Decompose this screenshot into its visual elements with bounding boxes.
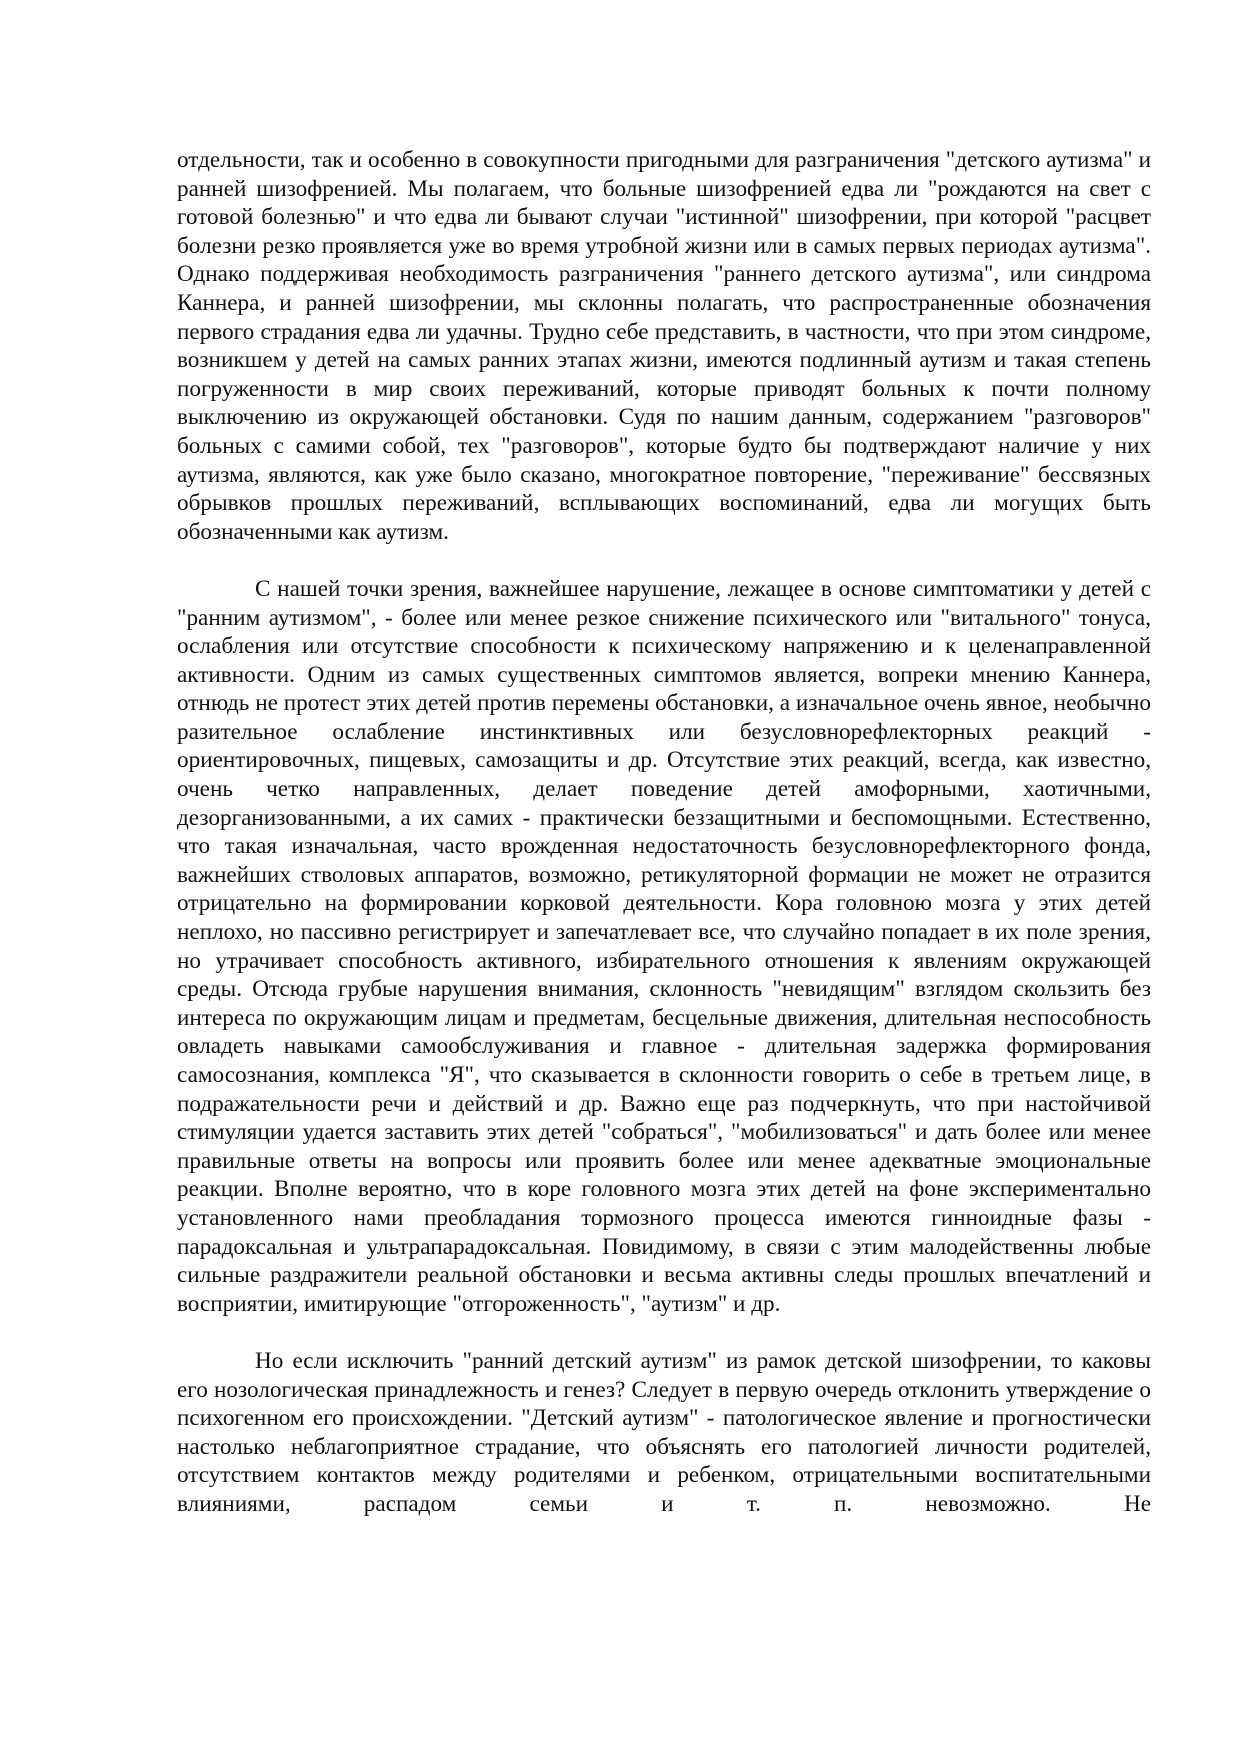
- paragraph: С нашей точки зрения, важнейшее нарушение, лежащее в основе симптоматики у детей с "ранним аутизмом", - более или менее резкое снижение психического или "витального" тонуса, ослабления или отсутствие способности к психическому напряжению и к целенаправленной активности. Одним из самых существенных симптомов является, вопреки мнению Каннера, отнюдь не протест этих детей против перемены обстановки, а изначальное очень явное, необычно разительное ослабление инстинктивных или безусловнорефлекторных реакций - ориентировочных, пищевых, самозащиты и др. Отсутствие этих реакций, всегда, как известно, очень четко направленных, делает поведение детей амофорными, хаотичными, дезорганизованными, а их самих - практически беззащитными и беспомощными. Естественно, что такая изначальная, часто врожденная недостаточность безусловнорефлекторного фонда, важнейших стволовых аппаратов, возможно, ретикуляторной формации не может не отразится отрицательно на формировании корковой деятельности. Кора головною мозга у этих детей неплохо, но пассивно регистрирует и запечатлевает все, что случайно попадает в их поле зрения, но утрачивает способность активного, избирательного отношения к явлениям окружающей среды. Отсюда грубые нарушения внимания, склонность "невидящим" взглядом скользить без интереса по окружающим лицам и предметам, бесцельные движения, длительная неспособность овладеть навыками самообслуживания и главное - длительная задержка формирования самосознания, комплекса "Я", что сказывается в склонности говорить о себе в третьем лице, в подражательности речи и действий и др. Важно еще раз подчеркнуть, что при настойчивой стимуляции удается заставить этих детей "собраться", "мобилизоваться" и дать более или менее правильные ответы на вопросы или проявить более или менее адекватные эмоциональные реакции. Вполне вероятно, что в коре головного мозга этих детей на фоне экспериментально установленного нами преобладания тормозного процесса имеются гинноидные фазы - парадоксальная и ультрапарадоксальная. Повидимому, в связи с этим малодейственны любые сильные раздражители реальной обстановки и весьма активны следы прошлых впечатлений и восприятии, имитирующие "отгороженность", "аутизм" и др.: [177, 575, 1151, 1317]
- body-text: [177, 146, 1151, 1519]
- paragraph: Но если исключить "ранний детский аутизм" из рамок детской шизофрении, то каковы его нозологическая принадлежность и генез? Следует в первую очередь отклонить утверждение о психогенном его происхождении. "Детский аутизм" - патологическое явление и прогностически настолько неблагоприятное страдание, что объяснять его патологией личности родителей, отсутствием контактов между родителями и ребенком, отрицательными воспитательными влияниями, распадом семьи и т. п. невозможно. Не: [177, 1347, 1151, 1517]
- paragraph-continuation: отдельности, так и особенно в совокупности пригодными для разграничения "детского аутизма" и ранней шизофренией. Мы полагаем, что больные шизофренией едва ли "рождаются на свет с готовой болезнью" и что едва ли бывают случаи "истинной" шизофрении, при которой "расцвет болезни резко проявляется уже во время утробной жизни или в самых первых периодах аутизма". Однако поддерживая необходимость разграничения "раннего детского аутизма", или синдрома Каннера, и ранней шизофрении, мы склонны полагать, что распространенные обозначения первого страдания едва ли удачны. Трудно себе представить, в частности, что при этом синдроме, возникшем у детей на самых ранних этапах жизни, имеются подлинный аутизм и такая степень погруженности в мир своих переживаний, которые приводят больных к почти полному выключению из окружающей обстановки. Судя по нашим данным, содержанием "разговоров" больных с самими собой, тех "разговоров", которые будто бы подтверждают наличие у них аутизма, являются, как уже было сказано, многократное повторение, "переживание" бессвязных обрывков прошлых переживаний, всплывающих воспоминаний, едва ли могущих быть обозначенными как аутизм.: [177, 147, 1151, 545]
